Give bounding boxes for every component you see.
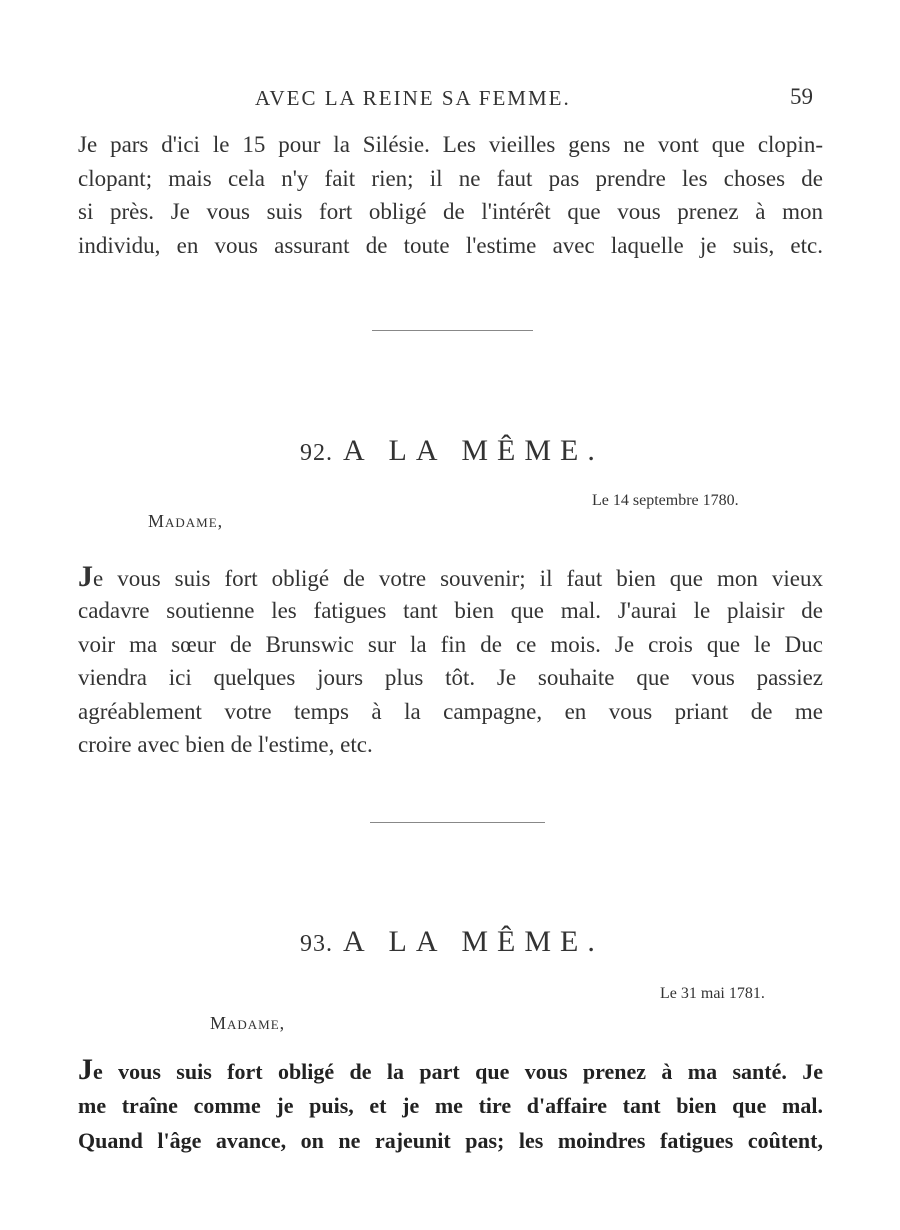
letter-number: 92. [300,440,333,466]
text-line: Je vous suis fort obligé de la part que vous prenez à ma santé. Je [78,1053,823,1086]
initial-letter: J [78,1053,93,1086]
text-line: si près. Je vous suis fort obligé de l'intérêt que vous prenez à mon [78,199,823,224]
salutation: Madame, [148,511,224,531]
page-number: 59 [790,84,813,109]
text-line: croire avec bien de l'estime, etc. [78,732,373,757]
letter-date: Le 31 mai 1781. [660,985,765,1002]
initial-letter: J [78,560,93,593]
letter-title: A LA MÊME. [343,434,604,467]
letter-92-heading [300,434,604,468]
text-line: agréablement votre temps à la campagne, en vous priant de me [78,699,823,724]
letter-93-heading [300,925,604,959]
text-line: viendra ici quelques jours plus tôt. Je souhaite que vous passiez [78,665,823,690]
letter-number: 93. [300,931,333,957]
text-line: clopant; mais cela n'y fait rien; il ne faut pas prendre les choses de [78,166,823,191]
text-line: Je vous suis fort obligé de votre souvenir; il faut bien que mon vieux [78,560,823,593]
text-line: Je pars d'ici le 15 pour la Silésie. Les vieilles gens ne vont que clopin- [78,132,823,157]
text-line: cadavre soutienne les fatigues tant bien que mal. J'aurai le plaisir de [78,598,823,623]
text-line: individu, en vous assurant de toute l'estime avec laquelle je suis, etc. [78,233,823,258]
running-title: AVEC LA REINE SA FEMME. [255,86,571,110]
text-line: Quand l'âge avance, on ne rajeunit pas; les moindres fatigues coûtent, [78,1128,823,1153]
letter-title: A LA MÊME. [343,925,604,958]
section-divider [372,330,533,331]
text-line: me traîne comme je puis, et je me tire d'affaire tant bien que mal. [78,1093,823,1118]
salutation: Madame, [210,1013,286,1033]
text-line: voir ma sœur de Brunswic sur la fin de ce mois. Je crois que le Duc [78,632,823,657]
section-divider [370,822,545,823]
letter-date: Le 14 septembre 1780. [592,492,739,509]
